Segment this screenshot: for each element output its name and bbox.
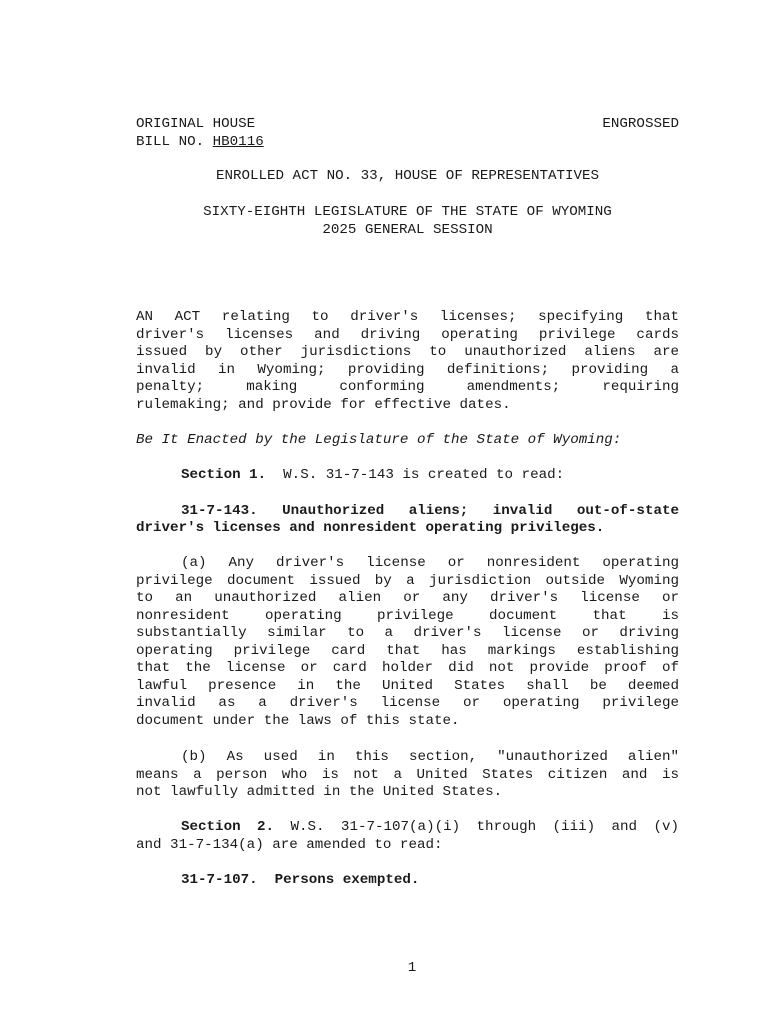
bill-number-line bbox=[136, 134, 264, 152]
subsection-b-line: means a person who is not a United States citizen and is bbox=[136, 766, 679, 783]
original-house-label: ORIGINAL HOUSE bbox=[136, 116, 256, 132]
section-2-line: and 31-7-134(a) are amended to read: bbox=[136, 836, 443, 853]
enacting-clause: Be It Enacted by the Legislature of the State of Wyoming: bbox=[136, 432, 622, 448]
subsection-a-line: to an unauthorized alien or any driver's license or bbox=[136, 590, 679, 606]
legislature-title: SIXTY-EIGHTH LEGISLATURE OF THE STATE OF WYOMING bbox=[203, 204, 612, 220]
page-number: 1 bbox=[407, 960, 417, 976]
document-page bbox=[136, 0, 679, 1024]
statute-heading-line: driver's licenses and nonresident operating privileges. bbox=[136, 520, 605, 536]
engrossed-label: ENGROSSED bbox=[602, 116, 679, 132]
subsection-a-line: nonresident operating privilege document that is bbox=[136, 607, 679, 624]
statute-heading-31-7-143 bbox=[136, 503, 679, 538]
section-2 bbox=[136, 819, 679, 854]
subsection-a-line: (a) Any driver's license or nonresident operating bbox=[181, 555, 679, 571]
subsection-b bbox=[136, 749, 679, 802]
act-text-line: penalty; making conforming amendments; requiring bbox=[136, 379, 679, 395]
subsection-a-line: substantially similar to a driver's license or driving bbox=[136, 625, 679, 641]
section-1-text: W.S. 31-7-143 is created to read: bbox=[283, 467, 565, 483]
section-1-label: Section 1. bbox=[181, 467, 267, 483]
subsection-a-line: privilege document issued by a jurisdiction outside Wyoming bbox=[136, 572, 679, 589]
statute-heading-31-7-107 bbox=[136, 872, 679, 890]
act-text-line: driver's licenses and driving operating privilege cards bbox=[136, 326, 679, 343]
bill-header bbox=[136, 116, 264, 151]
statute-title-part: Unauthorized aliens; invalid out-of-state bbox=[282, 502, 679, 519]
section-2-text: W.S. 31-7-107(a)(i) through (iii) and (v) bbox=[290, 819, 679, 835]
act-text-line: AN ACT relating to driver's licenses; specifying that bbox=[136, 309, 679, 325]
subsection-b-line: not lawfully admitted in the United States. bbox=[136, 784, 503, 800]
act-text-line: rulemaking; and provide for effective dates. bbox=[136, 396, 511, 413]
statute-number: 31-7-107. bbox=[181, 872, 258, 888]
statute-heading-line bbox=[136, 503, 679, 521]
subsection-a-line: operating privilege card that has markings establishing bbox=[136, 642, 679, 659]
subsection-a bbox=[136, 555, 679, 730]
act-text-line: issued by other jurisdictions to unauthorized aliens are bbox=[136, 344, 679, 360]
session-title: 2025 GENERAL SESSION bbox=[322, 221, 493, 238]
subsection-b-line: (b) As used in this section, "unauthorized alien" bbox=[181, 749, 679, 765]
statute-title: Persons exempted. bbox=[274, 872, 420, 888]
section-2-line bbox=[136, 819, 679, 837]
subsection-a-line: lawful presence in the United States shall be deemed bbox=[136, 677, 679, 694]
section-1 bbox=[136, 467, 679, 485]
act-text-line: invalid in Wyoming; providing definitions; providing a bbox=[136, 361, 679, 378]
bill-no-label: BILL NO. bbox=[136, 133, 205, 150]
act-title-paragraph bbox=[136, 309, 679, 414]
subsection-a-line: document under the laws of this state. bbox=[136, 712, 460, 729]
bill-number-link[interactable]: HB0116 bbox=[212, 133, 264, 150]
enrolled-act-title: ENROLLED ACT NO. 33, HOUSE OF REPRESENTATIVES bbox=[215, 168, 600, 184]
subsection-a-line: that the license or card holder did not provide proof of bbox=[136, 660, 679, 676]
subsection-a-line: invalid as a driver's license or operating privilege bbox=[136, 695, 679, 711]
section-2-label: Section 2. bbox=[181, 819, 275, 835]
statute-number: 31-7-143. bbox=[181, 502, 258, 519]
